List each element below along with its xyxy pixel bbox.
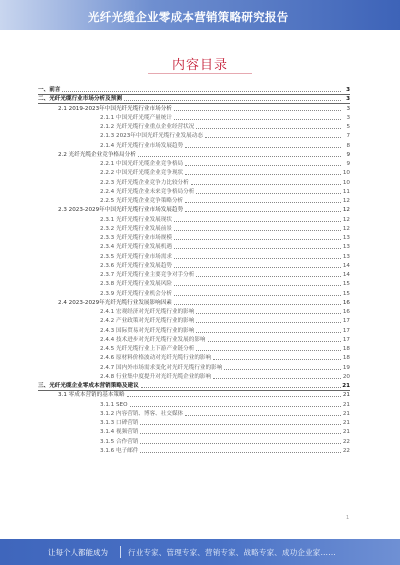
toc-entry-page: 3 <box>346 87 350 93</box>
toc-entry[interactable] <box>100 243 350 251</box>
toc-entry[interactable] <box>100 336 350 344</box>
toc-entry-page: 17 <box>342 336 350 343</box>
toc-leader-dots <box>185 173 341 175</box>
toc-leader-dots <box>185 414 341 416</box>
toc-entry[interactable] <box>100 419 350 427</box>
toc-entry-page: 13 <box>342 244 350 251</box>
toc-entry-title: 2.3.6 光纤光缆行业发展趋势 <box>100 262 172 269</box>
toc-entry-page: 16 <box>342 299 350 306</box>
toc-leader-dots <box>138 155 341 157</box>
toc-entry-title: 2.4.2 产业政策对光纤光缆行业的影响 <box>100 318 195 325</box>
toc-entry-page: 17 <box>342 327 350 334</box>
toc-entry[interactable] <box>58 105 350 113</box>
toc-leader-dots <box>174 294 341 296</box>
toc-entry-title: 2.3.8 光纤光缆行业发展风险 <box>100 281 172 288</box>
toc-entry-title: 二、光纤光缆行业市场分析及预测 <box>38 96 122 103</box>
toc-leader-dots <box>191 183 341 185</box>
toc-entry-title: 3.1.1 SEO <box>100 401 128 408</box>
toc-entry[interactable] <box>100 373 350 381</box>
toc-entry-page: 12 <box>342 225 350 232</box>
toc-entry-title: 3.1.3 口碑营销 <box>100 420 139 426</box>
toc-entry[interactable] <box>100 114 350 122</box>
toc-entry[interactable] <box>58 391 350 399</box>
toc-leader-dots <box>174 284 341 286</box>
toc-entry-page: 18 <box>342 346 350 352</box>
toc-entry[interactable] <box>100 123 350 131</box>
toc-entry-page: 5 <box>346 124 350 130</box>
toc-entry-title: 2.2.2 中国光纤光缆企业竞争现状 <box>100 170 184 177</box>
toc-entry[interactable] <box>100 345 350 353</box>
toc-heading: 内容目录 <box>171 58 228 73</box>
toc-entry-page: 18 <box>342 355 350 362</box>
toc-leader-dots <box>213 377 341 379</box>
toc-leader-dots <box>196 312 341 314</box>
toc-entry-title: 2.4 2023-2029年光纤光缆行业发展影响因素 <box>58 299 172 306</box>
toc-entry-page: 14 <box>342 272 350 278</box>
toc-entry-page: 9 <box>346 151 350 158</box>
toc-leader-dots <box>140 423 341 425</box>
toc-entry-title: 3.1.6 电子邮件 <box>100 447 139 454</box>
toc-entry[interactable] <box>100 179 350 187</box>
toc-entry-title: 2.2.3 光纤光缆企业竞争力比较分析 <box>100 179 189 186</box>
toc-leader-dots <box>213 358 341 360</box>
toc-entry-title: 2.3.1 光纤光缆行业发展现状 <box>100 216 172 223</box>
toc-entry-title: 2.2.4 光纤光缆企业未来竞争格局分析 <box>100 188 195 195</box>
toc-entry-page: 14 <box>342 262 350 269</box>
toc-entry-title: 2.3.4 光纤光缆行业发展机遇 <box>100 244 172 251</box>
toc-entry[interactable] <box>58 151 350 159</box>
toc-leader-dots <box>124 99 341 101</box>
toc-leader-dots <box>174 229 341 231</box>
toc-leader-dots <box>174 303 341 305</box>
toc-entry-title: 2.2 光纤光缆企业竞争格局分析 <box>58 151 136 158</box>
toc-entry-page: 15 <box>342 281 350 288</box>
toc-entry[interactable] <box>100 290 350 298</box>
footer-bar <box>0 539 400 565</box>
toc-entry[interactable] <box>100 253 350 261</box>
toc-entry-page: 17 <box>342 318 350 325</box>
toc-entry[interactable] <box>100 271 350 279</box>
toc-entry[interactable] <box>100 317 350 325</box>
toc-entry-page: 20 <box>342 373 350 380</box>
toc-entry-page: 9 <box>346 161 350 167</box>
page-number: 1 <box>346 515 350 521</box>
toc-entry-title: 3.1.2 内容营销、博客、社交媒体 <box>100 410 184 417</box>
toc-entry[interactable] <box>100 169 350 177</box>
footer-divider <box>120 546 121 558</box>
toc-entry-title: 2.3.9 光纤光缆行业机会分析 <box>100 290 172 297</box>
toc-entry-page: 3 <box>346 105 350 112</box>
toc-leader-dots <box>174 238 341 240</box>
toc-entry[interactable] <box>38 86 350 94</box>
toc-entry-page: 13 <box>342 253 350 260</box>
toc-entry-title: 2.1.4 光纤光缆行业市场发展趋势 <box>100 142 184 149</box>
toc-entry[interactable] <box>100 364 350 372</box>
toc-entry[interactable] <box>100 160 350 168</box>
toc-entry-page: 16 <box>342 309 350 315</box>
toc-entry-page: 21 <box>342 401 350 408</box>
toc-entry-title: 2.4.7 国内外市场需求变化对光纤光缆行业的影响 <box>100 364 223 371</box>
toc-entry[interactable] <box>100 234 350 242</box>
toc-entry-page: 22 <box>342 438 350 445</box>
toc-entry-page: 21 <box>342 410 350 417</box>
toc-entry-title: 三、光纤光缆企业零成本营销策略及建议 <box>38 383 139 389</box>
toc-leader-dots <box>62 90 341 92</box>
toc-entry-page: 12 <box>342 216 350 223</box>
toc-entry[interactable] <box>100 225 350 233</box>
toc-entry-title: 2.3 2023-2029年中国光纤光缆行业市场发展趋势 <box>58 207 184 214</box>
toc-entry-page: 11 <box>342 188 350 195</box>
toc-entry-title: 2.4.8 行业集中度提升对光纤光缆企业的影响 <box>100 373 212 380</box>
toc-entry-title: 2.1.1 中国光纤光缆产量统计 <box>100 114 172 121</box>
toc-entry-page: 19 <box>342 364 350 371</box>
toc-leader-dots <box>185 210 341 212</box>
toc-entry-page: 21 <box>342 420 350 426</box>
toc-entry-page: 3 <box>346 96 350 103</box>
toc-entry[interactable] <box>100 410 350 418</box>
toc-entry[interactable] <box>100 354 350 362</box>
toc-leader-dots <box>140 442 341 444</box>
toc-entry-title: 2.4.4 技术进步对光纤光缆行业发展的影响 <box>100 336 206 343</box>
toc-entry-page: 21 <box>342 392 350 399</box>
toc-leader-dots <box>174 220 341 222</box>
toc-entry-title: 2.3.3 光纤光缆行业市场规模 <box>100 235 172 241</box>
toc-entry[interactable] <box>100 188 350 196</box>
toc-leader-dots <box>141 386 341 388</box>
toc-entry-page: 10 <box>342 170 350 177</box>
toc-entry-page: 12 <box>342 198 350 204</box>
toc-entry-title: 2.4.5 光纤光缆行业上下游产业链分析 <box>100 346 195 352</box>
toc-entry[interactable] <box>100 197 350 205</box>
toc-entry[interactable] <box>100 262 350 270</box>
toc-entry[interactable] <box>58 206 350 214</box>
toc-leader-dots <box>174 109 341 111</box>
toc-entry-title: 3.1.4 视频营销 <box>100 429 139 436</box>
report-title: 光纤光缆企业零成本营销策略研究报告 <box>88 10 289 24</box>
toc-leader-dots <box>208 340 341 342</box>
toc-entry-page: 10 <box>342 179 350 186</box>
toc-leader-dots <box>140 432 341 434</box>
toc-entry[interactable] <box>100 401 350 409</box>
toc-leader-dots <box>127 395 341 397</box>
toc-leader-dots <box>185 146 341 148</box>
toc-entry-page: 13 <box>342 235 350 241</box>
toc-entry-title: 2.4.3 国际贸易对光纤光缆行业的影响 <box>100 327 195 334</box>
toc-entry-page: 8 <box>346 142 350 149</box>
toc-entry-title: 2.3.2 光纤光缆行业发展前景 <box>100 225 172 232</box>
toc-entry-page: 12 <box>342 207 350 214</box>
toc-entry-title: 2.4.6 原材料价格波动对光纤光缆行业的影响 <box>100 355 212 362</box>
toc-entry[interactable] <box>100 308 350 316</box>
toc-leader-dots <box>196 321 341 323</box>
toc-entry[interactable] <box>100 327 350 335</box>
toc-entry-page: 21 <box>342 429 350 436</box>
toc-leader-dots <box>130 405 342 407</box>
toc-leader-dots <box>196 192 341 194</box>
toc-entry[interactable] <box>100 216 350 224</box>
toc-leader-dots <box>185 201 341 203</box>
toc-entry-title: 2.3.7 光纤光缆行业主要竞争对手分析 <box>100 272 195 278</box>
toc-entry-page: 21 <box>342 383 350 389</box>
toc-entry-title: 2.3.5 光纤光缆行业市场需求 <box>100 253 172 260</box>
toc-leader-dots <box>140 451 341 453</box>
toc-entry[interactable] <box>100 142 350 150</box>
toc-leader-dots <box>185 164 341 166</box>
toc-leader-dots <box>196 275 341 277</box>
toc-entry-title: 2.1.3 2023年中国光纤光缆行业发展动态 <box>100 133 203 140</box>
toc-leader-dots <box>174 247 341 249</box>
toc-leader-dots <box>174 266 341 268</box>
toc-entry[interactable] <box>100 132 350 140</box>
toc-leader-dots <box>174 118 341 120</box>
toc-leader-dots <box>196 331 341 333</box>
toc-entry[interactable] <box>100 447 350 455</box>
toc-leader-dots <box>174 257 341 259</box>
toc-entry-page: 15 <box>342 290 350 297</box>
toc-leader-dots <box>196 349 341 351</box>
toc-leader-dots <box>224 368 341 370</box>
toc-entry[interactable] <box>100 280 350 288</box>
toc-entry-title: 一、前言 <box>38 87 61 93</box>
toc-entry-title: 2.1.2 光纤光缆行业重点企业经营状况 <box>100 124 195 130</box>
toc-entry-title: 3.1.5 合作营销 <box>100 438 139 445</box>
footer-slogan: 让每个人都能成为 <box>48 548 108 557</box>
toc-entry-page: 22 <box>342 447 350 454</box>
toc-leader-dots <box>205 136 341 138</box>
toc-entry[interactable] <box>38 382 350 390</box>
toc-entry[interactable] <box>58 299 350 307</box>
toc-entry-title: 2.1 2019-2023年中国光纤光缆行业市场分析 <box>58 105 172 112</box>
toc-entry-title: 3.1 零成本营销的基本策略 <box>58 392 125 399</box>
toc-leader-dots <box>196 127 341 129</box>
toc-entry-title: 2.2.1 中国光纤光缆企业竞争格局 <box>100 161 184 167</box>
toc-entry-title: 2.4.1 宏观经济对光纤光缆行业的影响 <box>100 309 195 315</box>
toc-entry-page: 7 <box>346 133 350 140</box>
toc-entry-title: 2.2.5 光纤光缆企业竞争策略分析 <box>100 198 184 204</box>
toc-entry[interactable] <box>100 438 350 446</box>
toc-entry-page: 3 <box>346 114 350 121</box>
toc-entry[interactable] <box>100 428 350 436</box>
toc-entry[interactable] <box>38 95 350 103</box>
footer-roles: 行业专家、管理专家、营销专家、战略专家、成功企业家…… <box>128 548 336 557</box>
